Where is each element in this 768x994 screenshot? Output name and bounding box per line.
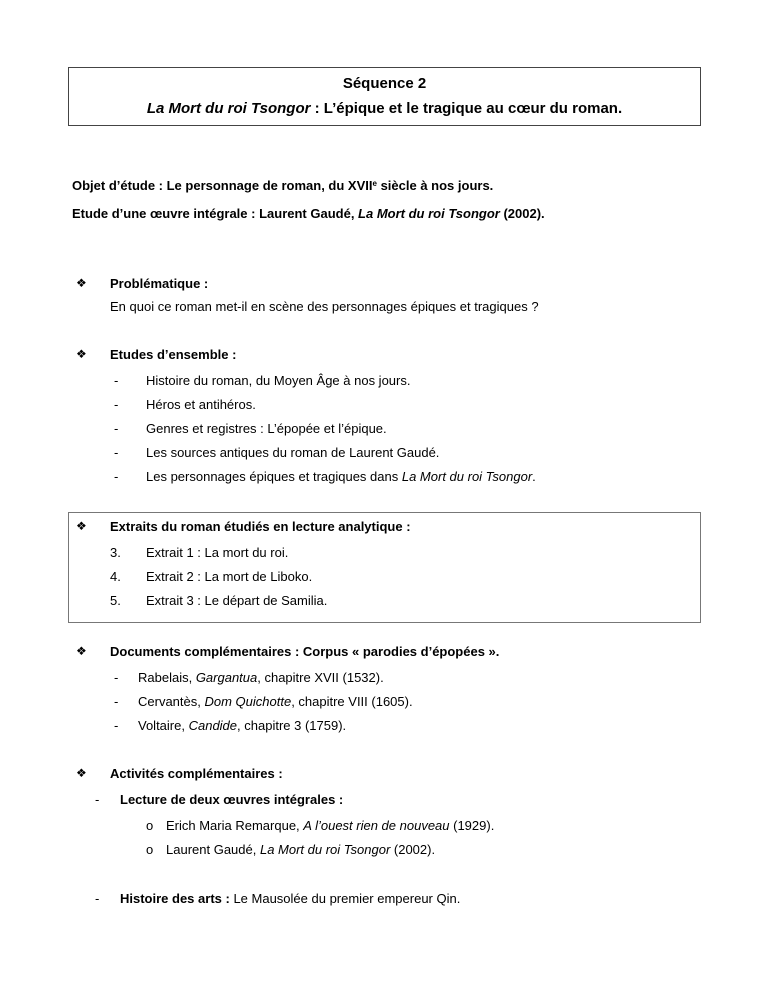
lecture-heading: Lecture de deux œuvres intégrales : — [120, 792, 344, 807]
list-dash: - — [114, 445, 119, 460]
list-dash: - — [114, 397, 119, 412]
list-item: Rabelais, Gargantua, chapitre XVII (1532). — [138, 670, 384, 685]
problematique-heading: Problématique : — [110, 276, 209, 291]
list-dash: - — [114, 373, 119, 388]
list-dash: - — [114, 718, 119, 733]
list-item: Les sources antiques du roman de Laurent Gaudé. — [146, 445, 440, 460]
histoire-arts: Histoire des arts : Le Mausolée du premier empereur Qin. — [120, 891, 461, 906]
list-dash: - — [114, 421, 119, 436]
documents-heading: Documents complémentaires : Corpus « parodies d’épopées ». — [110, 644, 500, 659]
list-item: Extrait 3 : Le départ de Samilia. — [146, 593, 328, 608]
sequence-title: Séquence 2 — [342, 75, 427, 92]
list-item: Les personnages épiques et tragiques dans La Mort du roi Tsongor. — [146, 469, 536, 484]
list-item: Erich Maria Remarque, A l’ouest rien de nouveau (1929). — [166, 818, 495, 833]
diamond-bullet-icon: ❖ — [76, 347, 87, 361]
problematique-text: En quoi ce roman met-il en scène des personnages épiques et tragiques ? — [110, 299, 539, 314]
list-number: 5. — [110, 593, 121, 608]
extraits-heading: Extraits du roman étudiés en lecture analytique : — [110, 519, 411, 534]
diamond-bullet-icon: ❖ — [76, 276, 87, 290]
list-dash: - — [114, 469, 119, 484]
list-item: Genres et registres : L’épopée et l’épique. — [146, 421, 387, 436]
list-dash: - — [95, 792, 100, 807]
list-dash: - — [114, 670, 119, 685]
list-number: 3. — [110, 545, 121, 560]
etude-oeuvre: Etude d’une œuvre intégrale : Laurent Gaudé, La Mort du roi Tsongor (2002). — [72, 206, 545, 221]
diamond-bullet-icon: ❖ — [76, 766, 87, 780]
sequence-subtitle: La Mort du roi Tsongor : L’épique et le tragique au cœur du roman. — [146, 100, 623, 117]
diamond-bullet-icon: ❖ — [76, 644, 87, 658]
list-dash: - — [114, 694, 119, 709]
diamond-bullet-icon: ❖ — [76, 519, 87, 533]
list-number: 4. — [110, 569, 121, 584]
list-item: Voltaire, Candide, chapitre 3 (1759). — [138, 718, 347, 733]
circle-bullet-icon: o — [146, 818, 154, 833]
list-item: Extrait 1 : La mort du roi. — [146, 545, 289, 560]
list-item: Laurent Gaudé, La Mort du roi Tsongor (2002). — [166, 842, 436, 857]
list-item: Cervantès, Dom Quichotte, chapitre VIII (1605). — [138, 694, 413, 709]
title-box — [68, 67, 701, 126]
list-item: Extrait 2 : La mort de Liboko. — [146, 569, 313, 584]
etudes-heading: Etudes d’ensemble : — [110, 347, 237, 362]
list-item: Héros et antihéros. — [146, 397, 256, 412]
list-dash: - — [95, 891, 100, 906]
activites-heading: Activités complémentaires : — [110, 766, 283, 781]
list-item: Histoire du roman, du Moyen Âge à nos jours. — [146, 373, 411, 388]
circle-bullet-icon: o — [146, 842, 154, 857]
objet-etude: Objet d’étude : Le personnage de roman, du XVIIe siècle à nos jours. — [72, 178, 494, 193]
